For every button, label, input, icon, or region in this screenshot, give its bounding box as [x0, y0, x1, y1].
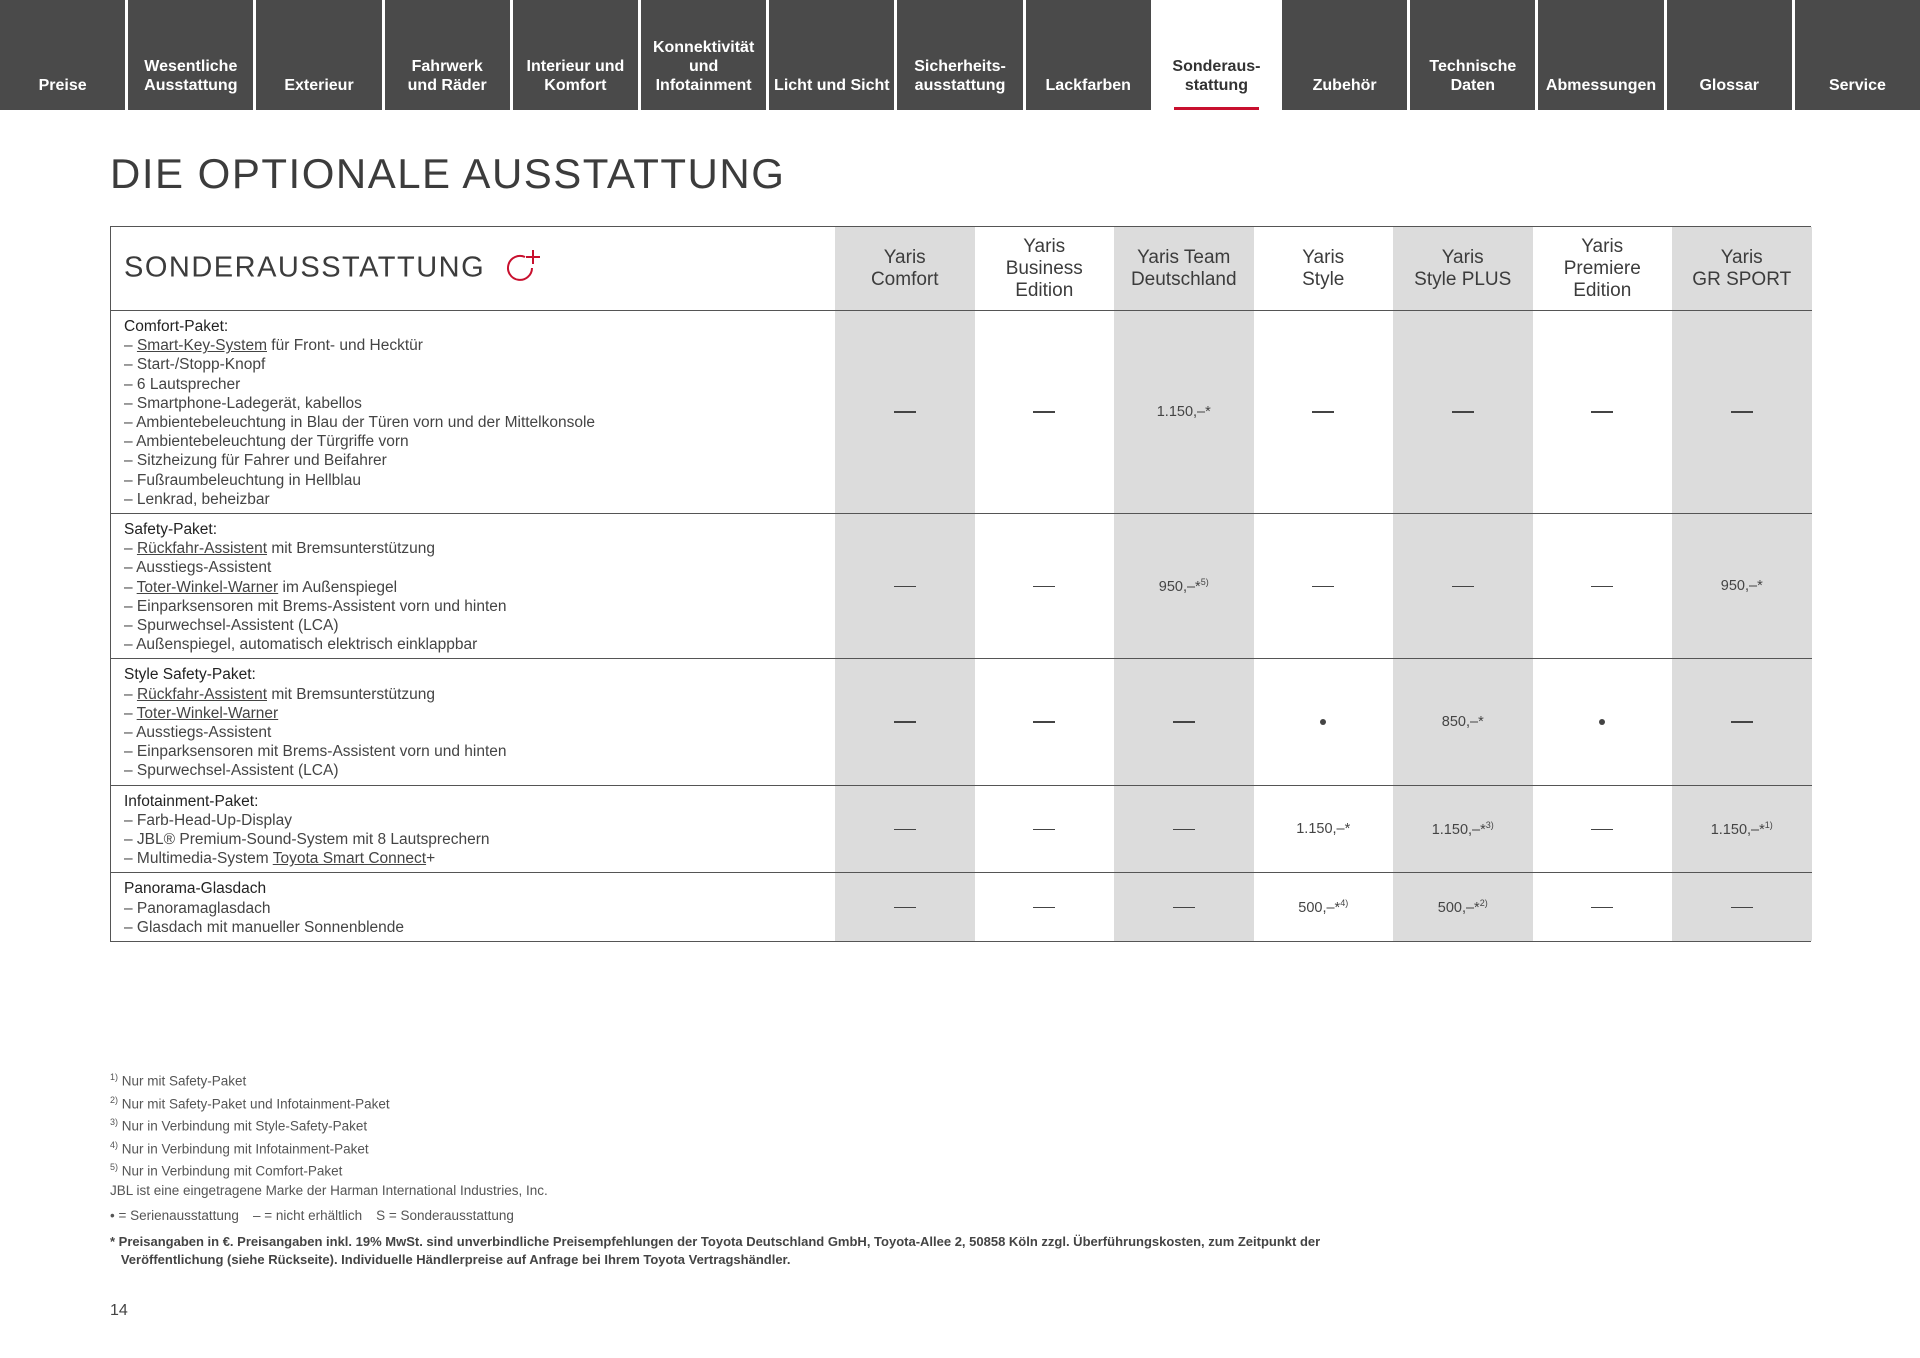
glossary-link[interactable]: Rückfahr-Assistent [136, 685, 268, 703]
value-cell [1114, 873, 1254, 941]
price-value: 950,–* [1158, 579, 1201, 596]
package-title: Comfort-Paket: [124, 318, 229, 335]
not-available-dash-icon [894, 721, 916, 723]
price-footnote-ref: 1) [1764, 820, 1773, 831]
feature-column-header [111, 227, 835, 311]
feature-line [124, 451, 823, 470]
feature-line [124, 704, 823, 723]
value-cell [975, 311, 1115, 514]
nav-tab[interactable]: Konnektivität und Infotainment [641, 0, 766, 110]
feature-text: – Einparksensoren mit Brems-Assistent vorn und hinten [124, 743, 507, 761]
value-cell [1533, 311, 1673, 514]
not-available-dash-icon [1312, 411, 1334, 413]
nav-tab[interactable]: Sicherheits- ausstattung [897, 0, 1022, 110]
glossary-link[interactable]: Toyota Smart Connect [272, 850, 427, 868]
model-header: Yaris Comfort [835, 227, 975, 311]
footnote-text: Nur in Verbindung mit Style-Safety-Paket [118, 1118, 368, 1134]
trademark-note: JBL ist eine eingetragene Marke der Harman International Industries, Inc. [110, 1182, 548, 1198]
nav-tab[interactable]: Preise [0, 0, 125, 110]
feature-line [124, 432, 823, 451]
price-value: 1.150,–* [1431, 821, 1486, 838]
not-available-dash-icon [894, 829, 916, 831]
package-row [111, 873, 1812, 941]
glossary-link[interactable]: Toter-Winkel-Warner [136, 578, 279, 596]
not-available-dash-icon [1173, 907, 1195, 909]
standard-dot-icon [1320, 719, 1326, 725]
value-cell [1672, 873, 1812, 941]
model-header: Yaris GR SPORT [1672, 227, 1812, 311]
feature-text: – Fußraumbeleuchtung in Hellblau [124, 471, 361, 489]
footnote-text: Nur in Verbindung mit Comfort-Paket [118, 1163, 343, 1179]
feature-line [124, 918, 823, 937]
value-cell [835, 873, 975, 941]
price-value: 1.150,–* [1296, 821, 1351, 838]
package-title: Infotainment-Paket: [124, 792, 259, 810]
feature-text: + [426, 850, 436, 868]
footnote [110, 1091, 1760, 1114]
legend-item: • = Serienausstattung [110, 1207, 239, 1223]
value-cell [1672, 785, 1812, 873]
price-value: 1.150,–* [1710, 821, 1765, 838]
feature-text: – Ausstiegs-Assistent [124, 559, 272, 577]
feature-line [124, 597, 823, 616]
nav-tab[interactable]: Abmessungen [1538, 0, 1663, 110]
feature-line [124, 539, 823, 558]
feature-text: – Ambientebeleuchtung in Blau der Türen vorn und der Mittelkonsole [124, 414, 596, 432]
package-row [111, 311, 1812, 514]
feature-text: mit Bremsunterstützung [267, 540, 435, 558]
package-title: Panorama-Glasdach [124, 880, 267, 898]
value-cell [1393, 659, 1533, 785]
nav-tab[interactable]: Interieur und Komfort [513, 0, 638, 110]
not-available-dash-icon [1033, 721, 1055, 723]
feature-text: – [124, 685, 137, 703]
value-cell [835, 514, 975, 659]
feature-text: – Sitzheizung für Fahrer und Beifahrer [124, 452, 387, 470]
not-available-dash-icon [1591, 586, 1613, 588]
feature-line [124, 635, 823, 654]
price-value: 950,–* [1720, 578, 1763, 595]
footnotes [110, 1068, 1760, 1269]
feature-text: – [124, 540, 137, 558]
footnote-text: Nur in Verbindung mit Infotainment-Paket [118, 1141, 369, 1156]
value-cell [975, 659, 1115, 785]
not-available-dash-icon [1033, 586, 1055, 588]
feature-line [124, 849, 823, 868]
footnote [110, 1068, 1760, 1091]
value-cell [1393, 873, 1533, 941]
nav-tab[interactable]: Sonderaus- stattung [1154, 0, 1279, 110]
value-cell [1254, 311, 1394, 514]
feature-line [124, 490, 823, 509]
footnote-list [110, 1068, 1760, 1181]
value-cell [975, 873, 1115, 941]
value-cell [975, 514, 1115, 659]
value-cell [835, 659, 975, 785]
price-value: 500,–* [1437, 900, 1480, 917]
not-available-dash-icon [1731, 411, 1753, 413]
page-number: 14 [110, 1302, 128, 1319]
price-value: 500,–* [1298, 900, 1341, 917]
footnote-number: 1) [110, 1072, 119, 1082]
footnote-number: 4) [110, 1139, 119, 1150]
value-cell [1254, 873, 1394, 941]
feature-line [124, 830, 823, 849]
feature-text: für Front- und Hecktür [267, 337, 423, 355]
feature-line [124, 761, 823, 780]
footnote-text: Nur mit Safety-Paket [118, 1073, 247, 1089]
value-cell [1254, 785, 1394, 873]
not-available-dash-icon [1452, 586, 1474, 588]
feature-line [124, 811, 823, 830]
footnote-text: Nur mit Safety-Paket und Infotainment-Paket [118, 1096, 390, 1111]
value-cell [1533, 785, 1673, 873]
feature-line [124, 742, 823, 761]
value-cell [1533, 873, 1673, 941]
price-value: 1.150,–* [1156, 404, 1211, 421]
price-footnote-ref: 4) [1340, 898, 1349, 909]
feature-line [124, 375, 823, 394]
value-cell [1672, 311, 1812, 514]
nav-tab[interactable]: Exterieur [256, 0, 381, 110]
top-navigation [0, 0, 1920, 110]
nav-tab[interactable]: Fahrwerk und Räder [385, 0, 510, 110]
nav-tab[interactable]: Zubehör [1282, 0, 1407, 110]
package-description [111, 873, 835, 941]
feature-text: – Glasdach mit manueller Sonnenblende [124, 918, 405, 936]
not-available-dash-icon [894, 586, 916, 588]
feature-header-label: SONDERAUSSTATTUNG [124, 251, 486, 284]
feature-text: – Außenspiegel, automatisch elektrisch einklappbar [124, 636, 478, 654]
feature-line [124, 578, 823, 597]
price-footnote-ref: 2) [1479, 898, 1488, 909]
price-footnote-ref: 5) [1200, 577, 1209, 588]
package-title: Safety-Paket: [124, 521, 218, 539]
feature-line [124, 899, 823, 918]
feature-line [124, 355, 823, 374]
not-available-dash-icon [1591, 829, 1613, 831]
nav-tab[interactable]: Licht und Sicht [769, 0, 894, 110]
glossary-link[interactable]: Rückfahr-Assistent [136, 540, 268, 558]
feature-text: – [124, 704, 137, 722]
page-title: DIE OPTIONALE AUSSTATTUNG [110, 150, 786, 197]
model-header: Yaris Business Edition [975, 227, 1115, 311]
package-description [111, 659, 835, 785]
not-available-dash-icon [1312, 586, 1334, 588]
value-cell [1254, 514, 1394, 659]
nav-tab[interactable]: Service [1795, 0, 1920, 110]
model-header: Yaris Style [1254, 227, 1394, 311]
not-available-dash-icon [1452, 411, 1474, 413]
not-available-dash-icon [1173, 829, 1195, 831]
nav-tab[interactable]: Glossar [1667, 0, 1792, 110]
feature-line [124, 685, 823, 704]
price-footnote-ref: 3) [1485, 820, 1494, 831]
not-available-dash-icon [894, 907, 916, 909]
feature-text: – Farb-Head-Up-Display [124, 811, 292, 829]
feature-text: – [124, 578, 137, 596]
feature-line [124, 413, 823, 432]
feature-line [124, 558, 823, 577]
legend-item: S = Sonderausstattung [376, 1207, 514, 1223]
value-cell [1393, 785, 1533, 873]
footnote-number: 3) [110, 1117, 119, 1127]
feature-line [124, 723, 823, 742]
footnote [110, 1113, 1760, 1136]
not-available-dash-icon [1033, 907, 1055, 909]
feature-text: – Smartphone-Ladegerät, kabellos [124, 394, 362, 412]
not-available-dash-icon [1731, 721, 1753, 723]
value-cell [835, 311, 975, 514]
feature-text: – 6 Lautsprecher [124, 375, 241, 393]
model-header: Yaris Style PLUS [1393, 227, 1533, 311]
feature-text: – Spurwechsel-Assistent (LCA) [124, 762, 339, 780]
nav-tab[interactable]: Wesentliche Ausstattung [128, 0, 253, 110]
package-title: Style Safety-Paket: [124, 666, 256, 684]
value-cell [1533, 659, 1673, 785]
feature-line [124, 616, 823, 635]
nav-tab[interactable]: Technische Daten [1410, 0, 1535, 110]
feature-text: – Ausstiegs-Assistent [124, 724, 272, 742]
value-cell [1672, 514, 1812, 659]
feature-line [124, 336, 823, 355]
value-cell [1114, 311, 1254, 514]
package-description [111, 514, 835, 659]
legend-item: – = nicht erhältlich [252, 1207, 363, 1223]
footnote [110, 1136, 1760, 1159]
value-cell [1114, 785, 1254, 873]
footnote [110, 1158, 1760, 1181]
feature-text: im Außenspiegel [278, 578, 398, 596]
glossary-link[interactable]: Toter-Winkel-Warner [136, 704, 279, 722]
price-note: * Preisangaben in €. Preisangaben inkl. 19% MwSt. sind unverbindliche Preisempfehlungen der Toyota Deutschland GmbH, Toyota-Allee 2, 50858 Köln zzgl. Überführungskosten, zum Zeitpunkt der Veröffentlichung (siehe Rückseite). Individuelle Händlerpreise auf Anfrage bei Ihrem Toyota Vertragshändler. [110, 1233, 1321, 1267]
not-available-dash-icon [1591, 411, 1613, 413]
not-available-dash-icon [894, 411, 916, 413]
footnote-number: 5) [110, 1162, 119, 1172]
value-cell [975, 785, 1115, 873]
not-available-dash-icon [1591, 907, 1613, 909]
value-cell [1393, 514, 1533, 659]
nav-tab[interactable]: Lackfarben [1026, 0, 1151, 110]
option-table [110, 226, 1811, 942]
feature-text: – Ambientebeleuchtung der Türgriffe vorn [124, 433, 409, 451]
not-available-dash-icon [1033, 411, 1055, 413]
not-available-dash-icon [1033, 829, 1055, 831]
price-value: 850,–* [1441, 714, 1484, 731]
package-row [111, 514, 1812, 659]
glossary-link[interactable]: Smart-Key-System [136, 337, 267, 355]
value-cell [1672, 659, 1812, 785]
package-description [111, 785, 835, 873]
feature-text: – Start-/Stopp-Knopf [124, 356, 266, 374]
package-description [111, 311, 835, 514]
feature-line [124, 394, 823, 413]
value-cell [1533, 514, 1673, 659]
feature-text: mit Bremsunterstützung [267, 685, 435, 703]
value-cell [1114, 659, 1254, 785]
legend [110, 1206, 1760, 1225]
feature-text: – Einparksensoren mit Brems-Assistent vorn und hinten [124, 597, 507, 615]
model-header: Yaris Team Deutschland [1114, 227, 1254, 311]
not-available-dash-icon [1731, 907, 1753, 909]
feature-text: – Panoramaglasdach [124, 899, 271, 917]
package-row [111, 785, 1812, 873]
standard-dot-icon [1599, 719, 1605, 725]
circle-plus-icon [503, 247, 541, 283]
not-available-dash-icon [1173, 721, 1195, 723]
value-cell [1114, 514, 1254, 659]
feature-text: – Multimedia-System [124, 850, 273, 868]
value-cell [835, 785, 975, 873]
model-header: Yaris Premiere Edition [1533, 227, 1673, 311]
value-cell [1393, 311, 1533, 514]
footnote-number: 2) [110, 1094, 119, 1105]
feature-text: – [124, 337, 137, 355]
feature-text: – Lenkrad, beheizbar [124, 490, 270, 508]
feature-text: – JBL® Premium-Sound-System mit 8 Lautsprechern [124, 831, 490, 849]
feature-line [124, 471, 823, 490]
package-row [111, 659, 1812, 785]
value-cell [1254, 659, 1394, 785]
feature-text: – Spurwechsel-Assistent (LCA) [124, 617, 339, 635]
